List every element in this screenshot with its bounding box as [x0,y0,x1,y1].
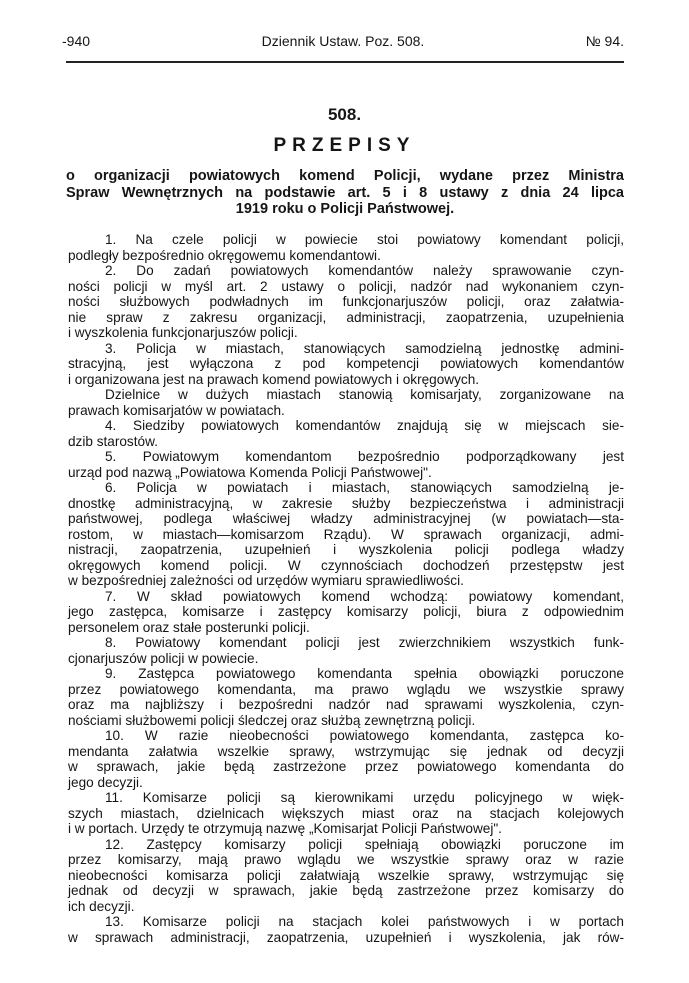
text-line: 11. Komisarze policji są kierownikami urzędu policyjnego w więk- [105,790,624,805]
text-line: nistracji, zaopatrzenia, uzupełnień i wyszkolenia policji podlega władzy [68,542,624,557]
text-line: 3. Policja w miastach, stanowiących samodzielną jednostkę admini- [105,340,624,356]
paragraph [68,790,624,837]
text-line: 4. Siedziby powiatowych komendantów znajdują się w miejscach sie- [105,418,624,433]
text-line: 2. Do zadań powiatowych komendantów należy sprawowanie czyn- [105,263,624,278]
document-body [68,232,624,945]
text-line: urząd pod nazwą „Powiatowa Komenda Policji Państwowej". [68,464,432,480]
text-line: i organizowana jest na prawach komend powiatowych i okręgowych. [68,371,480,387]
text-line: oraz ma najbliższy i bezpośredni nadzór nad sprawami wyszkolenia, czyn- [68,697,624,712]
text-line: cjonarjuszów policji w powiecie. [68,650,259,666]
text-line: nościami służbowemi policji śledczej oraz służbą zewnętrzną policji. [68,712,476,728]
text-line: w sprawach administracji, zaopatrzenia, uzupełnień i wyszkolenia, jak rów- [68,929,624,945]
page-number: -940 [62,33,91,49]
text-line: 6. Policja w powiatach i miastach, stanowiących samodzielną je- [105,480,624,495]
header-rule [66,61,624,63]
text-line: 5. Powiatowym komendantom bezpośrednio podporządkowany jest [105,449,624,464]
paragraph [68,449,624,480]
text-line: dnostkę administracyjną, w zakresie służby bezpieczeństwa i administracji [68,495,624,511]
text-line: personelem oraz stałe posterunki policji. [68,619,310,635]
running-header [62,33,624,51]
text-line: 8. Powiatowy komendant policji jest zwierzchnikiem wszystkich funk- [105,635,624,650]
text-line: jednak od decyzji w sprawach, jakie będą zastrzeżone przez komisarzy do [68,883,624,898]
paragraph [68,635,624,666]
subtitle-line: 1919 roku o Policji Państwowej. [235,201,455,217]
text-line: 10. W razie nieobecności powiatowego komendanta, zastępca ko- [105,728,624,743]
issue-number: № 94. [585,33,624,49]
text-line: mendanta załatwia wszelkie sprawy, wstrzymując się jednak od decyzji [68,743,624,759]
text-line: i wyszkolenia funkcjonarjuszów policji. [68,325,298,340]
paragraph [68,480,624,589]
text-line: prawach komisarjatów w powiatach. [68,402,285,418]
text-line: 12. Zastępcy komisarzy policji spełniają obowiązki poruczone im [105,836,624,852]
paragraph [68,418,624,449]
text-line: w sprawach, jakie będą zastrzeżone przez powiatowego komendanta do [68,759,624,774]
text-line: 7. W skład powiatowych komend wchodzą: powiatowy komendant, [105,588,624,604]
subtitle-line: o organizacji powiatowych komend Policji, wydane przez Ministra [66,168,624,184]
text-line: stracyjną, jest wyłączona z pod kompetencji powiatowych komendantów [68,356,624,371]
text-line: podległy bezpośrednio okręgowemu komendantowi. [68,247,381,263]
text-line: nie spraw z zakresu organizacji, administracji, zaopatrzenia, uzupełnienia [68,309,624,325]
document-title: PRZEPISY [273,135,416,156]
paragraph [68,728,624,790]
text-line: 13. Komisarze policji na stacjach kolei państwowych i w portach [105,914,624,929]
text-line: państwowej, podlega właściwej władzy administracyjnej (w powiatach—sta- [68,511,624,526]
text-line: szych miastach, dzielnicach większych miast oraz na stacjach kolejowych [68,805,624,821]
paragraph [68,341,624,388]
text-line: ności służbowych podwładnych im funkcjonarjuszów policji, oraz załatwia- [68,294,624,309]
subtitle-line: Spraw Wewnętrznych na podstawie art. 5 i 8 ustawy z dnia 24 lipca [66,184,624,201]
text-line: rostom, w miastach—komisarzom Rządu). W sprawach organizacji, admi- [68,526,624,542]
text-line: 1. Na czele policji w powiecie stoi powiatowy komendant policji, [105,232,624,247]
text-line: i w portach. Urzędy te otrzymują nazwę „Komisarjat Policji Państwowej". [68,821,502,836]
position-number: 508. [327,105,362,124]
text-line: ności policji w myśl art. 2 ustawy o policji, nadzór nad wykonaniem czyn- [68,278,624,294]
text-line: dzib starostów. [68,433,158,449]
text-line: jego zastępca, komisarze i zastępcy komisarzy policji, biura z odpowiednim [68,604,624,619]
text-line: Dzielnice w dużych miastach stanowią komisarjaty, zorganizowane na [105,387,624,402]
text-line: ich decyzji. [68,898,135,914]
text-line: przez komisarzy, mają prawo wglądu we wszystkie sprawy oraz w razie [68,852,624,867]
text-line: okręgowych komend policji. W czynnościach dochodzeń przestępstw jest [68,557,624,573]
text-line: w bezpośredniej zależności od urzędów wymiaru sprawiedliwości. [68,573,464,588]
paragraph [68,837,624,915]
paragraph [68,666,624,728]
text-line: przez powiatowego komendanta, ma prawo wglądu we wszystkie sprawy [68,681,624,697]
paragraph [68,263,624,341]
text-line: jego decyzji. [68,774,143,790]
document-subtitle [66,168,624,218]
paragraph [68,232,624,263]
paragraph [68,387,624,418]
journal-title: Dziennik Ustaw. Poz. 508. [261,33,425,49]
text-line: 9. Zastępca powiatowego komendanta spełnia obowiązki poruczone [105,666,624,681]
text-line: nieobecności komisarza policji załatwiają wszelkie sprawy, wstrzymując się [68,867,624,883]
paragraph [68,589,624,636]
paragraph [68,914,624,945]
